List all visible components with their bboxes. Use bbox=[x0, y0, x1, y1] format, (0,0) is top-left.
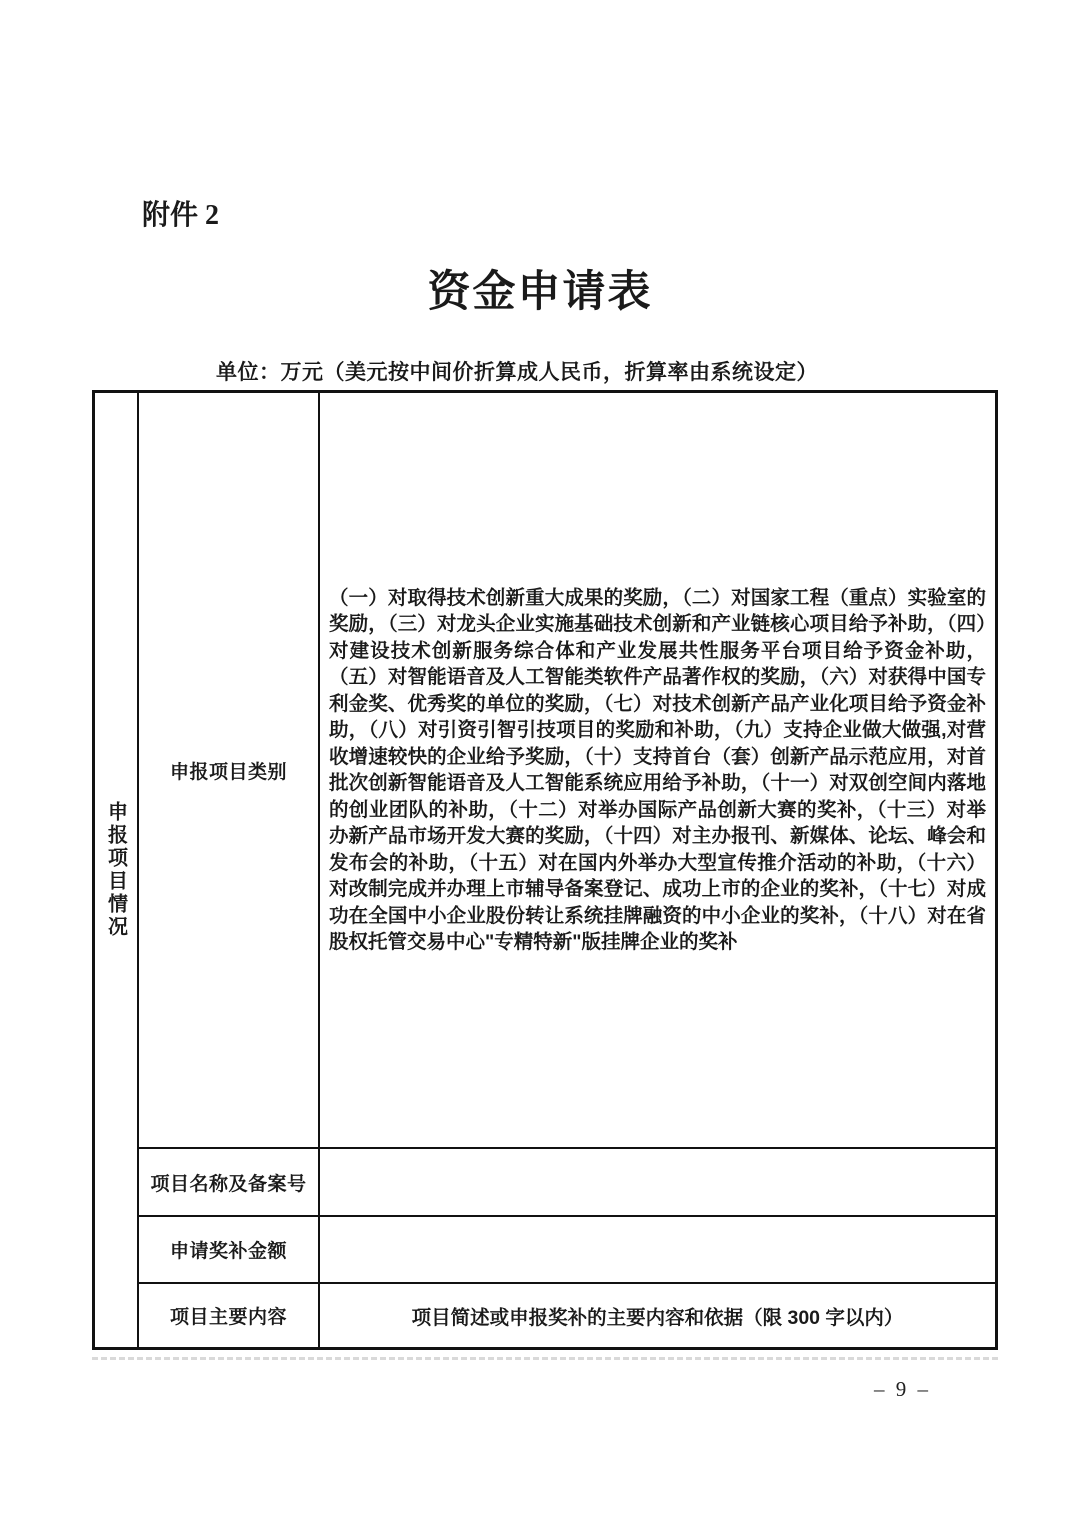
row-name-label: 项目名称及备案号 bbox=[150, 1173, 307, 1195]
unit-note: 单位：万元（美元按中间价折算成人民币，折算率由系统设定） bbox=[216, 361, 818, 384]
row-amount-label-cell bbox=[139, 1217, 320, 1284]
section-vertical-label: 申报项目情况 bbox=[104, 801, 127, 939]
page-number: – 9 – bbox=[874, 1377, 931, 1401]
section-cell bbox=[95, 393, 139, 1347]
attachment-label: 附件 2 bbox=[142, 200, 220, 231]
row-category-label-cell bbox=[139, 393, 320, 1149]
row-amount-label: 申请奖补金额 bbox=[169, 1241, 287, 1262]
row-category-content: （一）对取得技术创新重大成果的奖励，（二）对国家工程（重点）实验室的奖励，（三）对龙头企业实施基础技术创新和产业链核心项目给予补助，（四）对建设技术创新服务综合体和产业发展共性服务平台项目给予资金补助，（五）对智能语音及人工智能类软件产品著作权的奖励，（六）对获得中国专利金奖、优秀奖的单位的奖励，（七）对技术创新产品产业化项目给予资金补助，（八）对引资引智引技项目的奖励和补助，（九）支持企业做大做强,对营收增速较快的企业给予奖励，（十）支持首台（套）创新产品示范应用，对首批次创新智能语音及人工智能系统应用给予补助，（十一）对双创空间内落地的创业团队的补助，（十二）对举办国际产品创新大赛的奖补，（十三）对举办新产品市场开发大赛的奖励，（十四）对主办报刊、新媒体、论坛、峰会和发布会的补助，（十五）对在国内外举办大型宣传推介活动的补助，（十六）对改制完成并办理上市辅导备案登记、成功上市的企业的奖补，（十七）对成功在全国中小企业股份转让系统挂牌融资的中小企业的奖补，（十八）对在省股权托管交易中心"专精特新"版挂牌企业的奖补 bbox=[329, 586, 986, 953]
row-category-label: 申报项目类别 bbox=[169, 761, 287, 783]
row-content-hint-cell bbox=[320, 1284, 995, 1347]
row-content-hint: 项目简述或申报奖补的主要内容和依据（限 300 字以内） bbox=[411, 1306, 904, 1329]
table-bottom-shadow bbox=[92, 1357, 998, 1360]
row-content-label: 项目主要内容 bbox=[169, 1307, 287, 1328]
row-name-label-cell bbox=[139, 1149, 320, 1217]
row-content-label-cell bbox=[139, 1284, 320, 1347]
row-name-value-cell bbox=[320, 1149, 995, 1217]
row-category-content-cell bbox=[320, 393, 995, 1149]
form-title: 资金申请表 bbox=[427, 269, 653, 316]
application-table bbox=[92, 390, 998, 1350]
row-amount-value-cell bbox=[320, 1217, 995, 1284]
